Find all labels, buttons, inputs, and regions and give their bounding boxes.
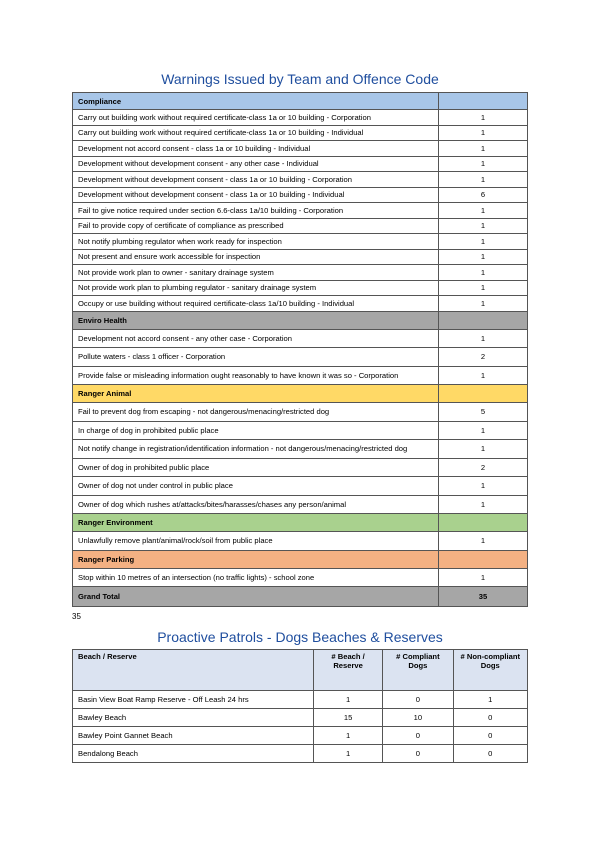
table-row [73, 421, 528, 440]
offence-cell: Pollute waters - class 1 officer - Corporation [73, 348, 439, 367]
count-cell: 1 [439, 203, 528, 219]
table-row [73, 477, 528, 496]
count-cell: 5 [439, 403, 528, 422]
offence-cell: Not provide work plan to plumbing regulator - sanitary drainage system [73, 280, 439, 296]
count-cell: 1 [439, 366, 528, 385]
offence-cell: Unlawfully remove plant/animal/rock/soil from public place [73, 532, 439, 551]
offence-cell: In charge of dog in prohibited public place [73, 421, 439, 440]
offence-cell: Fail to provide copy of certificate of compliance as prescribed [73, 218, 439, 234]
table-row [73, 172, 528, 188]
category-label: Enviro Health [73, 311, 439, 329]
table-row [73, 348, 528, 367]
table-row [73, 727, 528, 745]
count-cell: 1 [439, 440, 528, 459]
offence-cell: Development not accord consent - any other case - Corporation [73, 329, 439, 348]
category-row [73, 311, 528, 329]
table-row [73, 280, 528, 296]
warnings-table-title: Warnings Issued by Team and Offence Code [161, 71, 439, 87]
table-row [73, 110, 528, 126]
count-cell: 1 [313, 727, 382, 745]
table-row [73, 403, 528, 422]
offence-cell: Occupy or use building without required certificate-class 1a/10 building - Individual [73, 296, 439, 312]
table-row [73, 249, 528, 265]
count-cell: 1 [439, 141, 528, 157]
offence-cell: Owner of dog in prohibited public place [73, 458, 439, 477]
count-cell: 0 [383, 727, 453, 745]
count-cell: 2 [439, 458, 528, 477]
count-cell: 1 [439, 568, 528, 587]
count-cell: 1 [439, 421, 528, 440]
column-header: Beach / Reserve [73, 650, 314, 691]
count-cell: 6 [439, 187, 528, 203]
count-cell: 1 [439, 234, 528, 250]
category-empty-cell [439, 311, 528, 329]
table-row [73, 745, 528, 763]
table-row [73, 125, 528, 141]
beach-name-cell: Bawley Beach [73, 709, 314, 727]
offence-cell: Provide false or misleading information ought reasonably to have known it was so - Corporation [73, 366, 439, 385]
offence-cell: Development without development consent - class 1a or 10 building - Corporation [73, 172, 439, 188]
category-label: Compliance [73, 93, 439, 110]
offence-cell: Fail to give notice required under section 6.6-class 1a/10 building - Corporation [73, 203, 439, 219]
count-cell: 1 [439, 280, 528, 296]
grand-total-row [73, 587, 528, 607]
category-label: Ranger Parking [73, 550, 439, 568]
table-row [73, 141, 528, 157]
count-cell: 1 [439, 477, 528, 496]
category-empty-cell [439, 550, 528, 568]
count-cell: 10 [383, 709, 453, 727]
offence-cell: Carry out building work without required certificate-class 1a or 10 building - Individual [73, 125, 439, 141]
count-cell: 0 [453, 745, 527, 763]
patrols-table [72, 649, 528, 763]
table-row [73, 329, 528, 348]
table-row [73, 366, 528, 385]
category-row [73, 93, 528, 110]
category-label: Ranger Animal [73, 385, 439, 403]
table-row [73, 691, 528, 709]
offence-cell: Not provide work plan to owner - sanitary drainage system [73, 265, 439, 281]
category-row [73, 514, 528, 532]
offence-cell: Owner of dog not under control in public place [73, 477, 439, 496]
offence-cell: Not notify change in registration/identification information - not dangerous/menacing/restricted dog [73, 440, 439, 459]
patrols-table-title: Proactive Patrols - Dogs Beaches & Reserves [157, 629, 443, 645]
count-cell: 1 [439, 218, 528, 234]
count-cell: 1 [439, 329, 528, 348]
table-row [73, 440, 528, 459]
table-row [73, 265, 528, 281]
warnings-table [72, 92, 528, 607]
count-cell: 0 [453, 709, 527, 727]
table-row [73, 156, 528, 172]
table-row [73, 187, 528, 203]
count-cell: 1 [439, 156, 528, 172]
offence-cell: Development without development consent - any other case - Individual [73, 156, 439, 172]
column-header: # Beach / Reserve [313, 650, 382, 691]
table-row [73, 709, 528, 727]
grand-total-label: Grand Total [73, 587, 439, 607]
column-header: # Non-compliant Dogs [453, 650, 527, 691]
table-row [73, 234, 528, 250]
count-cell: 2 [439, 348, 528, 367]
count-cell: 0 [453, 727, 527, 745]
beach-name-cell: Bawley Point Gannet Beach [73, 727, 314, 745]
count-cell: 1 [313, 691, 382, 709]
offence-cell: Fail to prevent dog from escaping - not dangerous/menacing/restricted dog [73, 403, 439, 422]
table-row [73, 296, 528, 312]
count-cell: 0 [383, 745, 453, 763]
category-row [73, 385, 528, 403]
count-cell: 0 [383, 691, 453, 709]
category-label: Ranger Environment [73, 514, 439, 532]
offence-cell: Stop within 10 metres of an intersection (no traffic lights) - school zone [73, 568, 439, 587]
table-row [73, 203, 528, 219]
grand-total-caption: 35 [72, 612, 81, 621]
category-row [73, 550, 528, 568]
table-row [73, 495, 528, 514]
offence-cell: Not notify plumbing regulator when work ready for inspection [73, 234, 439, 250]
count-cell: 1 [439, 265, 528, 281]
table-row [73, 568, 528, 587]
table-row [73, 532, 528, 551]
count-cell: 1 [439, 296, 528, 312]
offence-cell: Owner of dog which rushes at/attacks/bites/harasses/chases any person/animal [73, 495, 439, 514]
header-row [73, 650, 528, 691]
offence-cell: Not present and ensure work accessible for inspection [73, 249, 439, 265]
beach-name-cell: Basin View Boat Ramp Reserve - Off Leash 24 hrs [73, 691, 314, 709]
category-empty-cell [439, 514, 528, 532]
offence-cell: Development not accord consent - class 1a or 10 building - Individual [73, 141, 439, 157]
count-cell: 1 [439, 532, 528, 551]
table-row [73, 218, 528, 234]
beach-name-cell: Bendalong Beach [73, 745, 314, 763]
count-cell: 1 [439, 172, 528, 188]
count-cell: 1 [453, 691, 527, 709]
count-cell: 1 [439, 125, 528, 141]
count-cell: 1 [439, 249, 528, 265]
category-empty-cell [439, 385, 528, 403]
count-cell: 1 [439, 110, 528, 126]
count-cell: 1 [439, 495, 528, 514]
column-header: # Compliant Dogs [383, 650, 453, 691]
offence-cell: Development without development consent - class 1a or 10 building - Individual [73, 187, 439, 203]
count-cell: 1 [313, 745, 382, 763]
offence-cell: Carry out building work without required certificate-class 1a or 10 building - Corporation [73, 110, 439, 126]
table-row [73, 458, 528, 477]
count-cell: 15 [313, 709, 382, 727]
category-empty-cell [439, 93, 528, 110]
grand-total-value: 35 [439, 587, 528, 607]
